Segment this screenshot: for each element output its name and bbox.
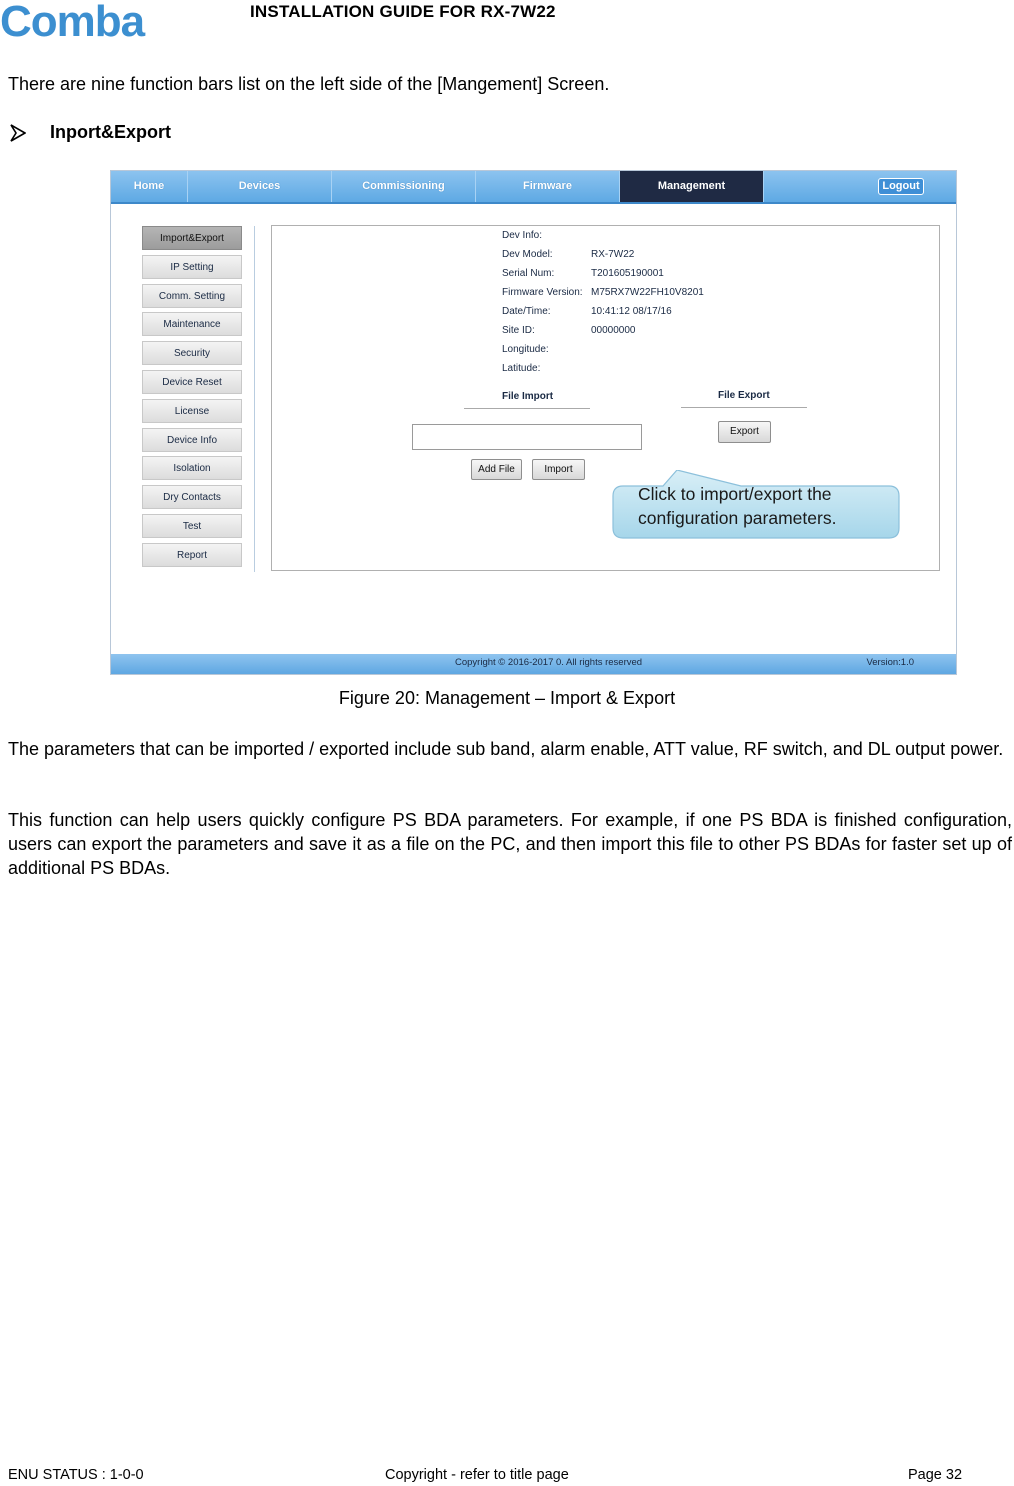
nav-home[interactable]: Home [111, 171, 188, 202]
svg-text:Comba: Comba [0, 0, 145, 44]
sidebar [142, 226, 255, 572]
sidebar-item-isolation[interactable]: Isolation [142, 456, 242, 480]
file-import-title: File Import [502, 391, 554, 402]
callout-text: Click to import/export the configuration parameters. [638, 484, 837, 528]
sidebar-item-device-info[interactable]: Device Info [142, 428, 242, 452]
sidebar-item-security[interactable]: Security [142, 341, 242, 365]
comba-logo [0, 0, 185, 44]
dev-info-row: Longitude: [502, 344, 549, 355]
intro-text: There are nine function bars list on the left side of the [Mangement] Screen. [8, 74, 610, 94]
screenshot-footer [111, 654, 956, 674]
sidebar-item-device-reset[interactable]: Device Reset [142, 370, 242, 394]
export-button[interactable]: Export [718, 421, 771, 443]
dev-info-row: Latitude: [502, 363, 541, 374]
top-nav [111, 171, 956, 204]
logout-button[interactable]: Logout [878, 178, 924, 195]
dev-info-row: Serial Num: T201605190001 [502, 268, 664, 279]
divider [464, 408, 590, 409]
dev-info-row: Site ID: 00000000 [502, 325, 636, 336]
file-path-input[interactable] [412, 424, 642, 450]
nav-commissioning[interactable]: Commissioning [332, 171, 476, 202]
dev-info-row: Dev Model: RX-7W22 [502, 249, 635, 260]
sidebar-item-license[interactable]: License [142, 399, 242, 423]
nav-devices[interactable]: Devices [188, 171, 332, 202]
arrow-bullet-icon [10, 124, 26, 142]
divider [681, 407, 807, 408]
file-export-title: File Export [718, 390, 770, 401]
sidebar-item-ip-setting[interactable]: IP Setting [142, 255, 242, 279]
sidebar-item-report[interactable]: Report [142, 543, 242, 567]
dev-info-heading: Dev Info: [502, 230, 543, 241]
nav-firmware[interactable]: Firmware [476, 171, 620, 202]
sidebar-item-import-export[interactable]: Import&Export [142, 226, 242, 250]
dev-info-row: Firmware Version: M75RX7W22FH10V8201 [502, 287, 704, 298]
screenshot-version: Version:1.0 [866, 657, 914, 668]
sidebar-item-test[interactable]: Test [142, 514, 242, 538]
paragraph-2: This function can help users quickly configure PS BDA parameters. For example, if one PS BDA is finished configuration, users can export the parameters and save it as a file on the PC, and then import this file to other PS BDAs for faster set up of additional PS BDAs. [8, 810, 1012, 878]
sidebar-item-comm-setting[interactable]: Comm. Setting [142, 284, 242, 308]
section-title: Inport&Export [50, 122, 171, 142]
figure-caption: Figure 20: Management – Import & Export [338, 688, 676, 708]
section-bullet [10, 122, 171, 143]
dev-info-row: Date/Time: 10:41:12 08/17/16 [502, 306, 672, 317]
footer-status: ENU STATUS : 1-0-0 [8, 1467, 144, 1483]
add-file-button[interactable]: Add File [471, 459, 522, 480]
screenshot-copyright: Copyright © 2016-2017 0. All rights reserved [455, 657, 643, 668]
paragraph-1: The parameters that can be imported / exported include sub band, alarm enable, ATT value, RF switch, and DL output power. [8, 739, 1004, 759]
document-title: INSTALLATION GUIDE FOR RX-7W22 [250, 2, 556, 21]
nav-management[interactable]: Management [620, 171, 764, 202]
sidebar-item-maintenance[interactable]: Maintenance [142, 312, 242, 336]
management-screenshot [110, 170, 957, 675]
import-button[interactable]: Import [532, 459, 585, 480]
footer-page-number: Page 32 [908, 1467, 963, 1483]
footer-copyright: Copyright - refer to title page [385, 1467, 569, 1483]
sidebar-item-dry-contacts[interactable]: Dry Contacts [142, 485, 242, 509]
